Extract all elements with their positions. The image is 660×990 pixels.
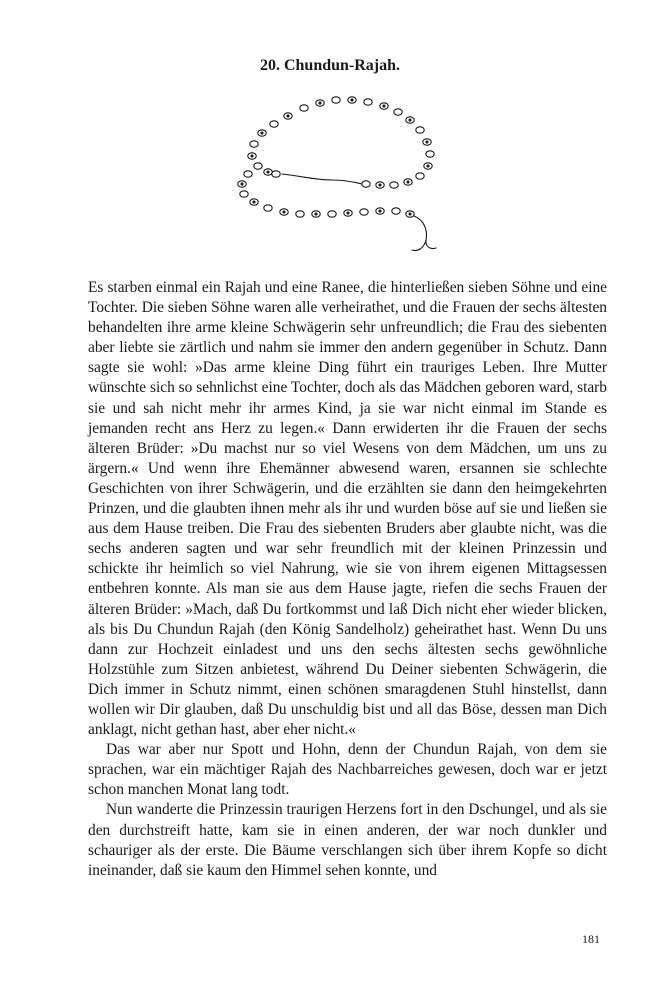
bead-icon [240,191,248,197]
bead-dot-icon [426,141,428,143]
bead-dot-icon [267,171,269,173]
bead-icon [416,173,424,179]
bead-icon [364,99,372,105]
bead-icon [392,208,400,214]
bead-icon [328,211,336,217]
bead-icon [250,141,258,147]
paragraph: Nun wanderte die Prinzessin traurigen Herzens fort in den Dschungel, und als sie den durchstreift hatte, kam sie in einen anderen, der war noch dunkler und schauriger als der erste. Die Bäume verschlangen sich über ihrem Kopfe so dicht ineinander, daß sie kaum den Himmel sehen konnte, und [88,801,607,879]
bead-dot-icon [409,213,411,215]
bead-dot-icon [347,212,349,214]
bead-icon [394,109,402,115]
bead-icon [270,121,278,127]
story-text [88,278,607,881]
bead-icon [390,182,398,188]
bead-icon [254,163,262,169]
bead-dot-icon [409,119,411,121]
bead-icon [272,171,280,177]
bead-dot-icon [383,105,385,107]
bead-dot-icon [351,99,353,101]
page-title: 20. Chundun-Rajah. [259,57,401,74]
page-number: 181 [582,932,600,946]
bead-dot-icon [251,155,253,157]
bead-dot-icon [283,211,285,213]
paragraph: Das war aber nur Spott und Hohn, denn der Chundun Rajah, von dem sie sprachen, war ein mächtiger Rajah des Nachbarreiches gewesen, doch war er jetzt schon manchen Monat lang todt. [88,741,607,799]
necklace-tail-icon [412,240,426,251]
bead-dot-icon [379,210,381,212]
bead-dot-icon [287,115,289,117]
bead-dot-icon [407,181,409,183]
bead-dot-icon [241,183,243,185]
bead-dot-icon [319,102,321,104]
bead-dot-icon [315,213,317,215]
necklace-string-icon [282,174,362,184]
bead-icon [296,211,304,217]
bead-icon [426,151,434,157]
bead-icon [244,171,252,177]
bead-dot-icon [261,132,263,134]
bead-icon [332,97,340,103]
necklace-illustration [220,90,450,260]
bead-icon [360,209,368,215]
bead-icon [264,205,272,211]
bead-icon [416,127,424,133]
bead-icon [362,181,370,187]
bead-dot-icon [253,201,255,203]
bead-dot-icon [427,165,429,167]
paragraph: Es starben einmal ein Rajah und eine Ranee, die hinterließen sieben Söhne und eine Tochter. Die sieben Söhne waren alle verheirathet, und die Frauen der sechs ältesten behandelten ihre arme kleine Schwägerin sehr unfreundlich; die Frau des siebenten aber liebte sie zärtlich und nahm sie immer den andern gegenüber in Schutz. Dann sagte sie wohl: »Das arme kleine Ding führt ein trauriges Leben. Ihre Mutter wünschte sich so sehnlichst eine Tochter, doch als das Mädchen geboren ward, starb sie und sah nicht mehr ihr armes Kind, ja sie war nicht einmal im Stande es jemanden recht ans Herz zu legen.« Dann erwiderten ihr die Frauen der sechs älteren Brüder: »Du machst nur so viel Wesens von dem Mädchen, um uns zu ärgern.« Und wenn ihre Ehemänner abwesend waren, ersannen sie schlechte Geschichten von ihrer Schwägerin, und die erzählten sie dann den heimgekehrten Prinzen, und die glaubten ihnen mehr als ihr und wurden böse auf sie und ließen sie aus dem Hause treiben. Die Frau des siebenten Bruders aber glaubte nicht, was die sechs anderen sagten und war sehr freundlich mit der kleinen Prinzessin und schickte ihr heimlich so viel Nahrung, wie sie von ihrem eigenen Mittagsessen entbehren konnte. Als man sie aus dem Hause jagte, riefen die sechs Frauen der älteren Brüder: »Mach, daß Du fortkommst und laß Dich nicht eher wieder blicken, als bis Du Chundun Rajah (den König Sandelholz) geheirathet hast. Wenn Du uns dann zur Hochzeit einladest und uns den sechs ältesten sechs gewöhnliche Holzstühle zum Sitzen anbietest, während Du Deiner siebenten Schwägerin, die Dich immer in Schutz nimmt, einen schönen smaragdenen Stuhl hinstellst, dann wollen wir Dir glauben, daß Du unschuldig bist und all das Böse, dessen man Dich anklagt, nicht gethan hast, aber eher nicht.« [88,279,607,739]
bead-dot-icon [379,184,381,186]
bead-icon [300,105,308,111]
